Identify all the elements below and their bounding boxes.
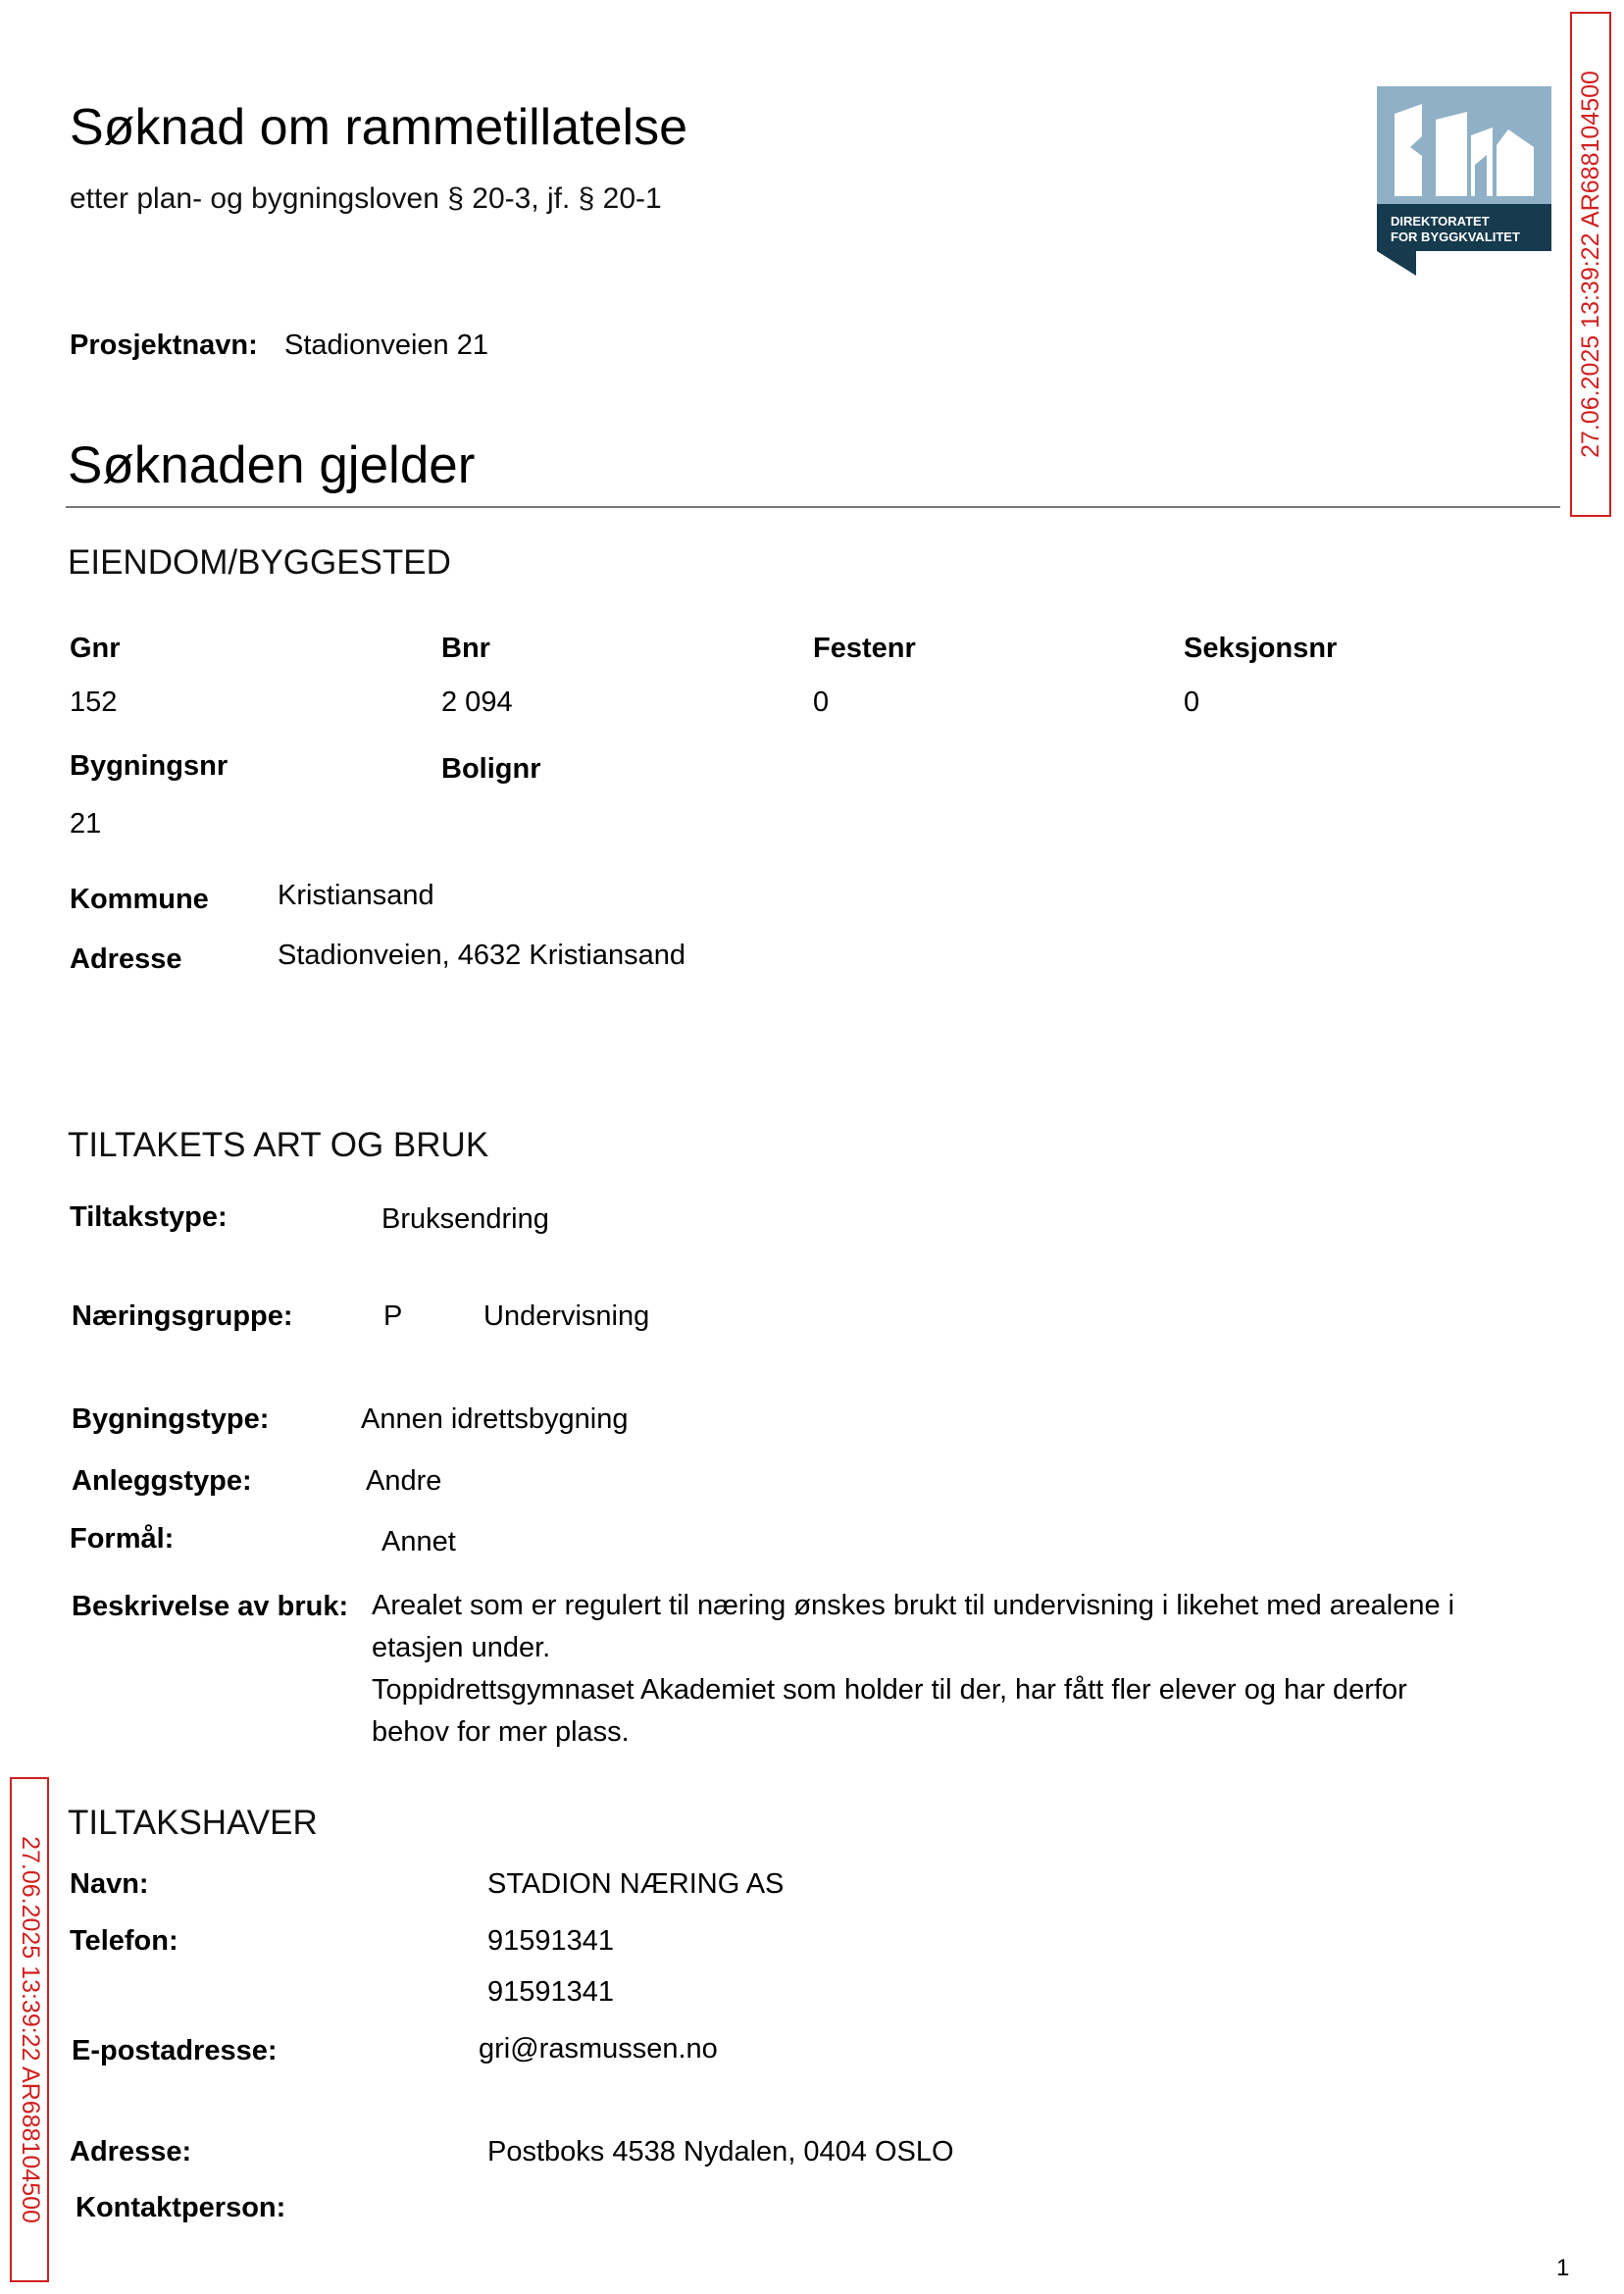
seksjonsnr-label: Seksjonsnr bbox=[1184, 633, 1338, 664]
dibk-logo-icon bbox=[1377, 86, 1551, 276]
kommune-label: Kommune bbox=[70, 884, 209, 915]
anleggstype-value: Andre bbox=[366, 1465, 442, 1497]
tiltakshaver-heading: TILTAKSHAVER bbox=[68, 1804, 318, 1842]
beskrivelse-line: etasjen under. bbox=[372, 1632, 551, 1663]
anleggstype-label: Anleggstype: bbox=[72, 1465, 252, 1497]
naeringsgruppe-value: Undervisning bbox=[483, 1300, 650, 1332]
formal-value: Annet bbox=[381, 1526, 456, 1557]
bygningsnr-value: 21 bbox=[70, 808, 102, 840]
tiltakstype-value: Bruksendring bbox=[381, 1203, 549, 1235]
epost-label: E-postadresse: bbox=[72, 2035, 278, 2066]
naeringsgruppe-label: Næringsgruppe: bbox=[72, 1300, 293, 1332]
document-title: Søknad om rammetillatelse bbox=[70, 99, 687, 156]
kontaktperson-label: Kontaktperson: bbox=[76, 2192, 286, 2223]
bnr-label: Bnr bbox=[441, 633, 490, 664]
beskrivelse-line: behov for mer plass. bbox=[372, 1716, 630, 1748]
bolignr-label: Bolignr bbox=[441, 753, 541, 785]
section-title: Søknaden gjelder bbox=[68, 436, 476, 494]
beskrivelse-line: Toppidrettsgymnaset Akademiet som holder til der, har fått fler elever og har derfor bbox=[372, 1674, 1407, 1706]
stamp-text: 27.06.2025 13:39:22 AR688104500 bbox=[16, 1836, 44, 2223]
logo-line1: DIREKTORATET bbox=[1391, 214, 1490, 229]
tiltakshaver-adresse-value: Postboks 4538 Nydalen, 0404 OSLO bbox=[487, 2136, 954, 2167]
tiltakstype-label: Tiltakstype: bbox=[70, 1201, 228, 1233]
page-number: 1 bbox=[1556, 2255, 1570, 2281]
dibk-logo bbox=[1377, 86, 1551, 276]
bnr-value: 2 094 bbox=[441, 687, 513, 718]
project-value: Stadionveien 21 bbox=[284, 330, 488, 361]
tiltak-heading: TILTAKETS ART OG BRUK bbox=[68, 1126, 489, 1164]
navn-value: STADION NÆRING AS bbox=[487, 1868, 785, 1900]
stamp-bottom-left bbox=[10, 1777, 49, 2282]
logo-line2: FOR BYGGKVALITET bbox=[1391, 229, 1520, 244]
naeringsgruppe-code: P bbox=[383, 1300, 403, 1332]
navn-label: Navn: bbox=[70, 1868, 149, 1900]
epost-value: gri@rasmussen.no bbox=[479, 2033, 718, 2065]
telefon-value-1: 91591341 bbox=[487, 1925, 615, 1957]
festenr-label: Festenr bbox=[813, 633, 916, 664]
bygningstype-value: Annen idrettsbygning bbox=[361, 1403, 629, 1435]
stamp-top-right bbox=[1570, 12, 1611, 517]
project-label: Prosjektnavn: bbox=[70, 330, 258, 361]
festenr-value: 0 bbox=[813, 687, 830, 718]
beskrivelse-label: Beskrivelse av bruk: bbox=[72, 1591, 349, 1622]
formal-label: Formål: bbox=[70, 1523, 175, 1555]
stamp-text: 27.06.2025 13:39:22 AR688104500 bbox=[1576, 71, 1604, 458]
adresse-value: Stadionveien, 4632 Kristiansand bbox=[278, 940, 685, 971]
eiendom-heading: EIENDOM/BYGGESTED bbox=[68, 543, 451, 582]
seksjonsnr-value: 0 bbox=[1184, 687, 1200, 718]
bygningstype-label: Bygningstype: bbox=[72, 1403, 270, 1435]
beskrivelse-value bbox=[372, 1585, 1624, 1754]
document-subtitle: etter plan- og bygningsloven § 20-3, jf. § 20-1 bbox=[70, 182, 662, 215]
telefon-label: Telefon: bbox=[70, 1925, 178, 1957]
gnr-value: 152 bbox=[70, 687, 118, 718]
kommune-value: Kristiansand bbox=[278, 880, 434, 911]
tiltakshaver-adresse-label: Adresse: bbox=[70, 2136, 192, 2167]
telefon-value-2: 91591341 bbox=[487, 1976, 615, 2008]
section-divider bbox=[66, 506, 1560, 508]
gnr-label: Gnr bbox=[70, 633, 121, 664]
bygningsnr-label: Bygningsnr bbox=[70, 750, 228, 782]
adresse-label: Adresse bbox=[70, 943, 182, 975]
beskrivelse-line: Arealet som er regulert til næring ønskes brukt til undervisning i likehet med arealene i bbox=[372, 1590, 1455, 1621]
